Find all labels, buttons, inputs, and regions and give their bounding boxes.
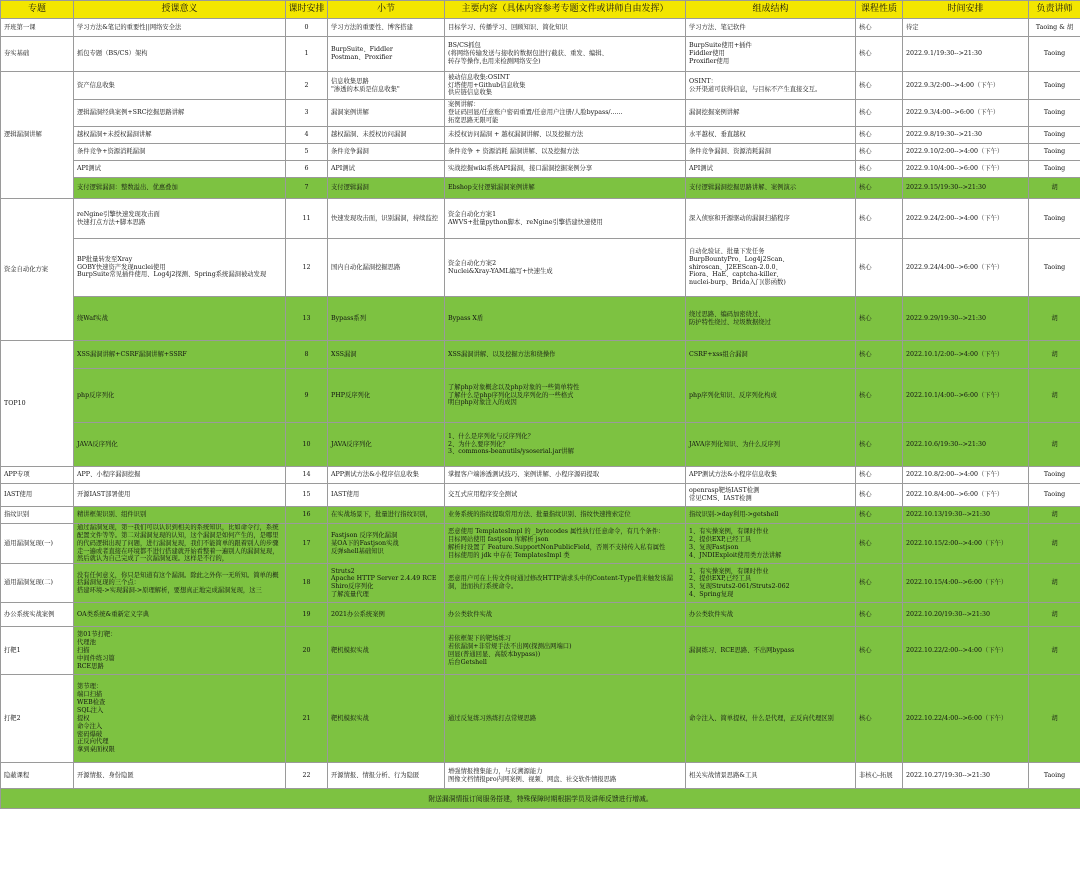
nature-cell: 核心 [856,239,903,297]
teacher-cell: 胡 [1029,178,1080,199]
content-cell: 交互式应用程序安全测试 [445,484,686,507]
meaning-cell: 逻辑漏洞经典案例+SRC挖掘思路讲解 [74,100,286,127]
meaning-cell: 绕Waf实战 [74,297,286,341]
hours-cell: 3 [286,100,328,127]
time-cell: 2022.10.22/4:00-->6:00（下午） [903,675,1029,763]
topic-cell: 资金自动化方案 [1,199,74,341]
time-cell: 2022.9.3/2:00-->4:00（下午） [903,72,1029,100]
table-row [1,72,1080,100]
nature-cell: 核心 [856,19,903,37]
meaning-cell: API测试 [74,161,286,178]
structure-cell: openrasp靶场IAST检测 常见CMS、IAST检测 [686,484,856,507]
structure-cell: 1、有实操案例，有课时作业 2、提供EXP,已经工具 3、复现Struts2-061/Struts2-062 4、Spring复现 [686,564,856,603]
topic-cell: 隐蔽课程 [1,763,74,789]
section-cell: API测试 [328,161,445,178]
nature-cell: 核心 [856,484,903,507]
nature-cell: 核心 [856,603,903,627]
structure-cell: 支付逻辑漏洞挖掘思路讲解、案例演示 [686,178,856,199]
content-cell: 通过反复练习熟练打点常规思路 [445,675,686,763]
hours-cell: 14 [286,467,328,484]
section-cell: 靶机模拟实战 [328,675,445,763]
structure-cell: APP测试方法&小程序信息收集 [686,467,856,484]
teacher-cell: 胡 [1029,603,1080,627]
structure-cell: 绕过思路、编码加密绕过、 防护特性绕过、垃圾数据绕过 [686,297,856,341]
meaning-cell: 精讲框架识别、组件识别 [74,507,286,524]
hours-cell: 8 [286,341,328,369]
meaning-cell: 越权漏洞+未授权漏洞讲解 [74,127,286,144]
section-cell: XSS漏洞 [328,341,445,369]
content-cell: 增强情报搜集能力，与反溯源能力 图像文档情报pro内网案例、视频、网盘、社交软件情报思路 [445,763,686,789]
table-row [1,100,1080,127]
content-cell: Ebshop支付逻辑漏洞案例讲解 [445,178,686,199]
teacher-cell: Taoing [1029,239,1080,297]
content-cell: 掌握客户端渗透测试技巧、案例讲解、小程序源码提取 [445,467,686,484]
table-row [1,178,1080,199]
section-cell: 2021办公系统案例 [328,603,445,627]
section-cell: 在实战场景下，批量进行指纹识别， [328,507,445,524]
time-cell: 2022.10.8/4:00-->6:00（下午） [903,484,1029,507]
table-row [1,199,1080,239]
content-cell: 目标学习、传播学习、回顾知识、简化知识 [445,19,686,37]
table-row [1,239,1080,297]
teacher-cell: Taoing [1029,484,1080,507]
teacher-cell: 胡 [1029,524,1080,564]
nature-cell: 核心 [856,675,903,763]
content-cell: XSS漏洞讲解、以及挖掘方法和绕操作 [445,341,686,369]
content-cell: 1、什么是序列化与反序列化？ 2、为什么要序列化？ 3、commons-beanutils/ysoserial.jar讲解 [445,423,686,467]
structure-cell: 漏洞练习、RCE思路、不出网bypass [686,627,856,675]
topic-cell: 逻辑漏洞讲解 [1,72,74,199]
nature-cell: 核心 [856,161,903,178]
topic-cell: 指纹识别 [1,507,74,524]
nature-cell: 核心 [856,144,903,161]
teacher-cell: Taoing [1029,161,1080,178]
section-cell: Bypass系列 [328,297,445,341]
header-nature: 课程性质 [856,1,903,19]
nature-cell: 核心 [856,199,903,239]
structure-cell: API测试 [686,161,856,178]
structure-cell: 办公类软件实战 [686,603,856,627]
structure-cell: 自动化验证、批量下发任务 BurpBountyPro、Log4j2Scan、 shiroscan、J2EEScan-2.0.0、 Fiora、HaE、captcha-killer、 nuclei-burp、Brida入门(影函数) [686,239,856,297]
meaning-cell: 抓包专题（BS/CS）架构 [74,37,286,72]
structure-cell: OSINT： 公开渠道可获得信息，与目标不产生直接交互。 [686,72,856,100]
teacher-cell: Taoing [1029,127,1080,144]
hours-cell: 1 [286,37,328,72]
table-row [1,627,1080,675]
section-cell: 快速发现攻击面，识别漏洞，持续监控 [328,199,445,239]
meaning-cell: 第01节打靶： 代理池 扫描 中间件练习篇 RCE思路 [74,627,286,675]
nature-cell: 核心 [856,100,903,127]
content-cell: 条件竞争 + 资源消耗 漏洞讲解、以及挖掘方法 [445,144,686,161]
table-row [1,127,1080,144]
hours-cell: 18 [286,564,328,603]
section-cell: APP测试方法&小程序信息收集 [328,467,445,484]
section-cell: 支付逻辑漏洞 [328,178,445,199]
time-cell: 2022.10.13/19:30-->21:30 [903,507,1029,524]
table-row [1,564,1080,603]
time-cell: 2022.9.10/2:00-->4:00（下午） [903,144,1029,161]
header-meaning: 授课意义 [74,1,286,19]
content-cell: 恶意用户可在上传文件时通过修改HTTP请求头中的Content-Type值来触发该漏洞，进而执行系统命令。 [445,564,686,603]
table-row [1,763,1080,789]
teacher-cell: 胡 [1029,423,1080,467]
topic-cell: 通用漏洞复现(二) [1,564,74,603]
hours-cell: 19 [286,603,328,627]
nature-cell: 核心 [856,423,903,467]
time-cell: 2022.10.22/2:00-->4:00（下午） [903,627,1029,675]
nature-cell: 核心 [856,524,903,564]
topic-cell: 开班第一课 [1,19,74,37]
hours-cell: 4 [286,127,328,144]
structure-cell: BurpSuite使用+插件 Fiddler使用 Proxifier使用 [686,37,856,72]
meaning-cell: JAVA反序列化 [74,423,286,467]
content-cell: Bypass X盾 [445,297,686,341]
time-cell: 2022.9.24/2:00-->4:00（下午） [903,199,1029,239]
hours-cell: 22 [286,763,328,789]
content-cell: 恶意使用 TemplatesImpl 的 _bytecodes 属性执行任意命令，有几个条件： 目标网站使用 fastjson 库解析 json 解析时设置了 Feature.SupportNonPublicField，否则不支持传入私有属性 目标使用的 jdk 中存在 TemplatesImpl 类 [445,524,686,564]
time-cell: 2022.9.24/4:00-->6:00（下午） [903,239,1029,297]
section-cell: 国内自动化漏洞挖掘思路 [328,239,445,297]
teacher-cell: Taoing [1029,37,1080,72]
structure-cell: 漏洞挖掘案例讲解 [686,100,856,127]
time-cell: 2022.10.15/4:00-->6:00（下午） [903,564,1029,603]
nature-cell: 核心 [856,37,903,72]
structure-cell: 命令注入、简单提权，什么是代理，正反向代理区别 [686,675,856,763]
structure-cell: 1、有实操案例，有课时作业 2、提供EXP,已经工具 3、复现Fastjson 4、JNDIExploit使用类方法讲解 [686,524,856,564]
table-row [1,19,1080,37]
structure-cell: JAVA序列化知识、为什么反序列 [686,423,856,467]
structure-cell: 水平越权、垂直越权 [686,127,856,144]
teacher-cell: Taoing [1029,467,1080,484]
structure-cell: 学习方法、笔记软件 [686,19,856,37]
topic-cell: IAST使用 [1,484,74,507]
meaning-cell: 没有任何意义，你只是知道有这个漏洞。除此之外你一无所知。简单的概括漏洞复现的三个点： 搭建环境->实现漏洞->原理解析，要想真正地完成漏洞复现，这三 [74,564,286,603]
content-cell: 若依框架下的靶场练习 若依漏洞+非常规手法不出网(探测出网端口) 回显(普通回显、高版本bypass)) 后台Getshell [445,627,686,675]
hours-cell: 5 [286,144,328,161]
nature-cell: 核心 [856,127,903,144]
time-cell: 2022.9.3/4:00-->6:00（下午） [903,100,1029,127]
content-cell: 办公类软件实战 [445,603,686,627]
hours-cell: 7 [286,178,328,199]
table-row [1,161,1080,178]
teacher-cell: 胡 [1029,675,1080,763]
content-cell: 未授权访问漏洞 + 越权漏洞讲解、以及挖掘方法 [445,127,686,144]
meaning-cell: 通过漏洞复现，第一我们可以认识到相关的系统知识，比如命令行，系统配置文件等等。第二对漏洞复现的认知，这个漏洞是如何产生的，是哪里的代码逻辑出现了问题，进行漏洞复现，我们不能简单的跟着别人的步骤走一遍或者直接在环境都不进行搭建就开始看整着一遍别人的漏洞复现，然后就认为自己完成了一次漏洞复现。这样是不行的， [74,524,286,564]
teacher-cell: 胡 [1029,369,1080,423]
time-cell: 2022.10.20/19:30-->21:30 [903,603,1029,627]
section-cell: BurpSuite、Fiddler Postman、Proxifier [328,37,445,72]
nature-cell: 非核心-拓展 [856,763,903,789]
table-row [1,484,1080,507]
header-time: 时间安排 [903,1,1029,19]
header-teacher: 负责讲师 [1029,1,1080,19]
structure-cell: 深入侦察和开源驱动的漏洞扫描程序 [686,199,856,239]
teacher-cell: Taoing & 胡 [1029,19,1080,37]
meaning-cell: 支付逻辑漏洞：整数溢出、优惠叠加 [74,178,286,199]
time-cell: 2022.10.1/2:00-->4:00（下午） [903,341,1029,369]
topic-cell: 通用漏洞复现(一) [1,524,74,564]
hours-cell: 13 [286,297,328,341]
meaning-cell: XSS漏洞讲解+CSRF漏洞讲解+SSRF [74,341,286,369]
structure-cell: 相关实战情景思路&工具 [686,763,856,789]
content-cell: BS/CS抓包 (将网络传输发送与接收的数据包进行截获、重发、编辑、 转存等操作,也用来检测网络安全) [445,37,686,72]
time-cell: 2022.10.6/19:30-->21:30 [903,423,1029,467]
table-row [1,341,1080,369]
teacher-cell: 胡 [1029,297,1080,341]
section-cell: 信息收集思路 "渗透的本质是信息收集" [328,72,445,100]
table-row [1,369,1080,423]
meaning-cell: APP、小程序漏洞挖掘 [74,467,286,484]
nature-cell: 核心 [856,564,903,603]
header-content: 主要内容（具体内容参考专题文件或讲师自由发挥） [445,1,686,19]
section-cell: 学习方法的重要性、博客搭建 [328,19,445,37]
meaning-cell: php反序列化 [74,369,286,423]
table-row [1,423,1080,467]
table-row [1,297,1080,341]
table-row [1,524,1080,564]
hours-cell: 15 [286,484,328,507]
teacher-cell: 胡 [1029,564,1080,603]
teacher-cell: Taoing [1029,72,1080,100]
meaning-cell: 条件竞争+资源消耗漏洞 [74,144,286,161]
teacher-cell: Taoing [1029,763,1080,789]
hours-cell: 10 [286,423,328,467]
table-row [1,507,1080,524]
table-row [1,675,1080,763]
table-row [1,144,1080,161]
time-cell: 2022.10.27/19:30-->21:30 [903,763,1029,789]
time-cell: 2022.10.1/4:00-->6:00（下午） [903,369,1029,423]
hours-cell: 16 [286,507,328,524]
section-cell: 条件竞争漏洞 [328,144,445,161]
content-cell: 案例讲解： 登证码回显/任意账户密码重置/任意用户注册/人脸bypass/...... 拓宽思路无限可能 [445,100,686,127]
content-cell: 业务系统的指纹提取常用方法、批量指纹识别、指纹快速搜索定位 [445,507,686,524]
nature-cell: 核心 [856,507,903,524]
meaning-cell: 开源情报、身份隐匿 [74,763,286,789]
section-cell: 越权漏洞、未授权访问漏洞 [328,127,445,144]
content-cell: 了解php对象概念以及php对象的一些简单特性 了解什么是php序列化以及序列化的一些格式 明白php对象注入的成因 [445,369,686,423]
hours-cell: 2 [286,72,328,100]
section-cell: 开源情报、情报分析、行为隐匿 [328,763,445,789]
meaning-cell: OA类系统&重新定义字典 [74,603,286,627]
topic-cell: 办公系统实战案例 [1,603,74,627]
hours-cell: 17 [286,524,328,564]
topic-cell: 打靶2 [1,675,74,763]
hours-cell: 20 [286,627,328,675]
hours-cell: 12 [286,239,328,297]
time-cell: 2022.9.15/19:30-->21:30 [903,178,1029,199]
hours-cell: 11 [286,199,328,239]
meaning-cell: reNgine引擎快速发现攻击面 快速打点方法+脚本思路 [74,199,286,239]
time-cell: 2022.9.1/19:30-->21:30 [903,37,1029,72]
nature-cell: 核心 [856,467,903,484]
content-cell: 被动信息收集:OSINT 灯塔使用+Github信息收集 供应链信息收集 [445,72,686,100]
nature-cell: 核心 [856,369,903,423]
header-structure: 组成结构 [686,1,856,19]
hours-cell: 0 [286,19,328,37]
section-cell: Fastjson 反序列化漏洞 某OA下的Fastjson实战 反弹shell基础知识 [328,524,445,564]
topic-cell: TOP10 [1,341,74,467]
time-cell: 2022.9.8/19:30-->21:30 [903,127,1029,144]
teacher-cell: 胡 [1029,627,1080,675]
time-cell: 待定 [903,19,1029,37]
nature-cell: 核心 [856,178,903,199]
header-section: 小节 [328,1,445,19]
meaning-cell: 第节理： 端口扫描 WEB检查 SQL注入 提权 命令注入 密码爆破 正反向代理 拿到桌面权限 [74,675,286,763]
teacher-cell: 胡 [1029,507,1080,524]
hours-cell: 6 [286,161,328,178]
teacher-cell: Taoing [1029,199,1080,239]
nature-cell: 核心 [856,72,903,100]
teacher-cell: 胡 [1029,341,1080,369]
section-cell: 靶机模拟实战 [328,627,445,675]
section-cell: 漏洞案例讲解 [328,100,445,127]
structure-cell: CSRF+xss组合漏洞 [686,341,856,369]
nature-cell: 核心 [856,341,903,369]
meaning-cell: 资产信息收集 [74,72,286,100]
teacher-cell: Taoing [1029,100,1080,127]
nature-cell: 核心 [856,627,903,675]
time-cell: 2022.9.29/19:30-->21:30 [903,297,1029,341]
section-cell: IAST使用 [328,484,445,507]
hours-cell: 21 [286,675,328,763]
structure-cell: php序列化知识、反序列化构成 [686,369,856,423]
table-row [1,37,1080,72]
content-cell: 资金自动化方案2 Nuclei&Xray-YAML编写+快速生成 [445,239,686,297]
table-body [1,19,1080,789]
section-cell: PHP反序列化 [328,369,445,423]
content-cell: 实战挖掘wiki系统API漏洞，接口漏洞挖掘案例分享 [445,161,686,178]
structure-cell: 指纹识别->day利用->getshell [686,507,856,524]
topic-cell: 夯实基础 [1,37,74,72]
time-cell: 2022.10.8/2:00-->4:00（下午） [903,467,1029,484]
meaning-cell: 开源IAST部署使用 [74,484,286,507]
section-cell: JAVA反序列化 [328,423,445,467]
table-row [1,603,1080,627]
header-row [1,1,1080,19]
table-row [1,467,1080,484]
content-cell: 资金自动化方案1 AWVS+批量python脚本、reNgine引擎搭建快速使用 [445,199,686,239]
topic-cell: 打靶1 [1,627,74,675]
header-hours: 课时安排 [286,1,328,19]
time-cell: 2022.10.15/2:00-->4:00（下午） [903,524,1029,564]
section-cell: Struts2 Apache HTTP Server 2.4.49 RCE Shiro反序列化 了解流量代理 [328,564,445,603]
meaning-cell: 学习方法&笔记的重要性||网络安全法 [74,19,286,37]
footer-row [1,789,1080,809]
meaning-cell: BP批量转发至Xray GOBY快速资产发现nuclei使用 BurpSuite常见插件使用、Log4j2探测、Spring系统漏洞被动发现 [74,239,286,297]
structure-cell: 条件竞争漏洞、资源消耗漏洞 [686,144,856,161]
time-cell: 2022.9.10/4:00-->6:00（下午） [903,161,1029,178]
hours-cell: 9 [286,369,328,423]
teacher-cell: Taoing [1029,144,1080,161]
footer-note: 附送漏洞情报订阅服务搭建，特殊保障时期根据学员及讲师反馈进行增减。 [1,789,1080,809]
header-topic: 专题 [1,1,74,19]
topic-cell: APP专项 [1,467,74,484]
nature-cell: 核心 [856,297,903,341]
